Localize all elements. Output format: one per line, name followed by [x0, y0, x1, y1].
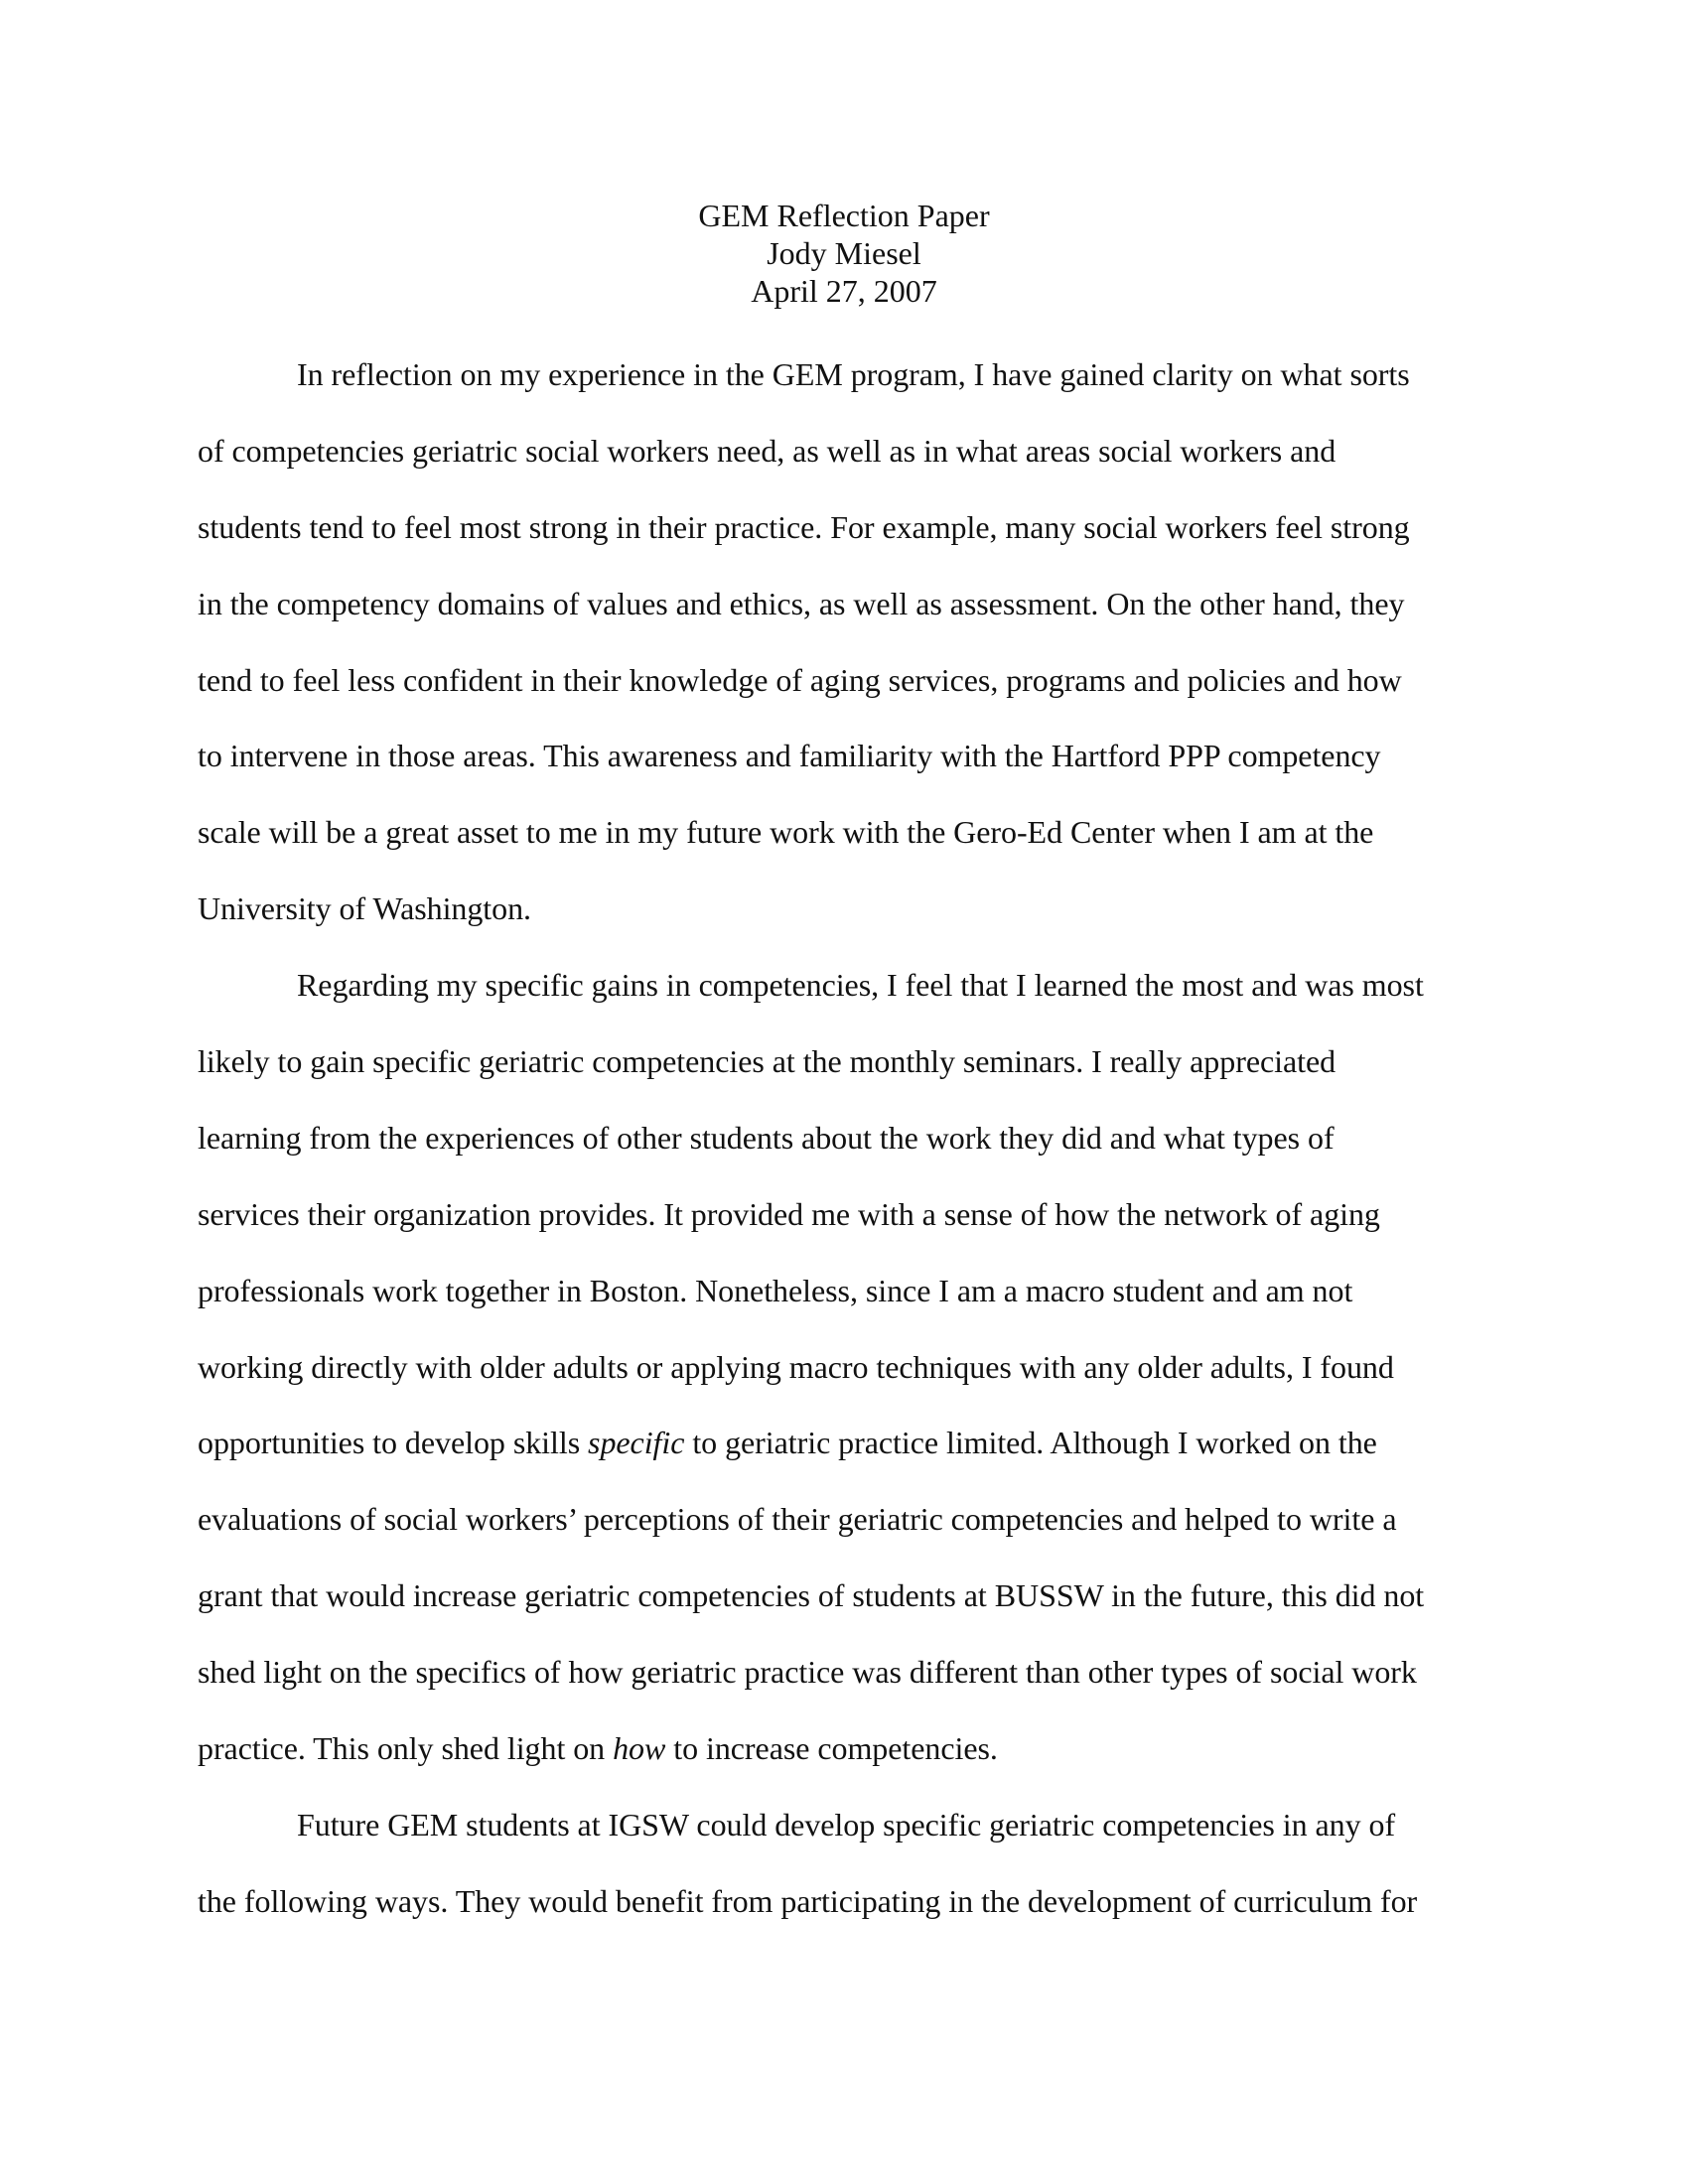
paragraph-1-line: scale will be a great asset to me in my future work with the Gero-Ed Center when I am at the	[198, 814, 1374, 851]
document-body	[198, 343, 1490, 1947]
paragraph-1-line: tend to feel less confident in their knowledge of aging services, programs and policies and how	[198, 661, 1402, 698]
paragraph-1-line: to intervene in those areas. This awareness and familiarity with the Hartford PPP competency	[198, 738, 1381, 774]
document-title: GEM Reflection Paper	[698, 198, 990, 233]
paragraph-1-line: in the competency domains of values and ethics, as well as assessment. On the other hand, they	[198, 585, 1405, 621]
line-text: practice. This only shed light on	[198, 1730, 614, 1767]
paragraph-2-line: services their organization provides. It provided me with a sense of how the network of aging	[198, 1195, 1380, 1232]
line-text: to geriatric practice limited. Although I worked on the	[684, 1425, 1377, 1461]
line-text: opportunities to develop skills	[198, 1425, 589, 1461]
document-author: Jody Miesel	[767, 235, 921, 271]
paragraph-3-line: the following ways. They would benefit from participating in the development of curriculum for	[198, 1882, 1418, 1919]
paragraph-1-line: of competencies geriatric social workers need, as well as in what areas social workers and	[198, 432, 1336, 469]
emphasis-text: how	[613, 1730, 666, 1767]
paragraph-2-line: working directly with older adults or applying macro techniques with any older adults, I found	[198, 1348, 1394, 1385]
paragraph-2-line: evaluations of social workers’ perceptions of their geriatric competencies and helped to write a	[198, 1501, 1397, 1538]
emphasis-text: specific	[588, 1425, 685, 1461]
paragraph-2-line: shed light on the specifics of how geriatric practice was different than other types of social work	[198, 1654, 1417, 1691]
paragraph-2-line: grant that would increase geriatric competencies of students at BUSSW in the future, this did not	[198, 1577, 1425, 1614]
paragraph-2-line: Regarding my specific gains in competencies, I feel that I learned the most and was most	[297, 967, 1424, 1004]
paragraph-2-line: professionals work together in Boston. Nonetheless, since I am a macro student and am not	[198, 1272, 1353, 1308]
paragraph-2-line: likely to gain specific geriatric competencies at the monthly seminars. I really appreciated	[198, 1043, 1336, 1080]
document-date: April 27, 2007	[751, 273, 937, 309]
document-header	[0, 197, 1688, 310]
paragraph-2-line: learning from the experiences of other students about the work they did and what types of	[198, 1119, 1335, 1156]
paragraph-1-line: In reflection on my experience in the GEM program, I have gained clarity on what sorts	[297, 356, 1410, 392]
paragraph-3-line: Future GEM students at IGSW could develop specific geriatric competencies in any of	[297, 1806, 1396, 1843]
paragraph-1-line: University of Washington.	[198, 890, 532, 927]
line-text: to increase competencies.	[665, 1730, 998, 1767]
paragraph-2-last-line	[198, 1717, 1490, 1794]
paragraph-2-line-with-emphasis	[198, 1412, 1490, 1488]
paragraph-1-line: students tend to feel most strong in their practice. For example, many social workers feel strong	[198, 508, 1410, 545]
